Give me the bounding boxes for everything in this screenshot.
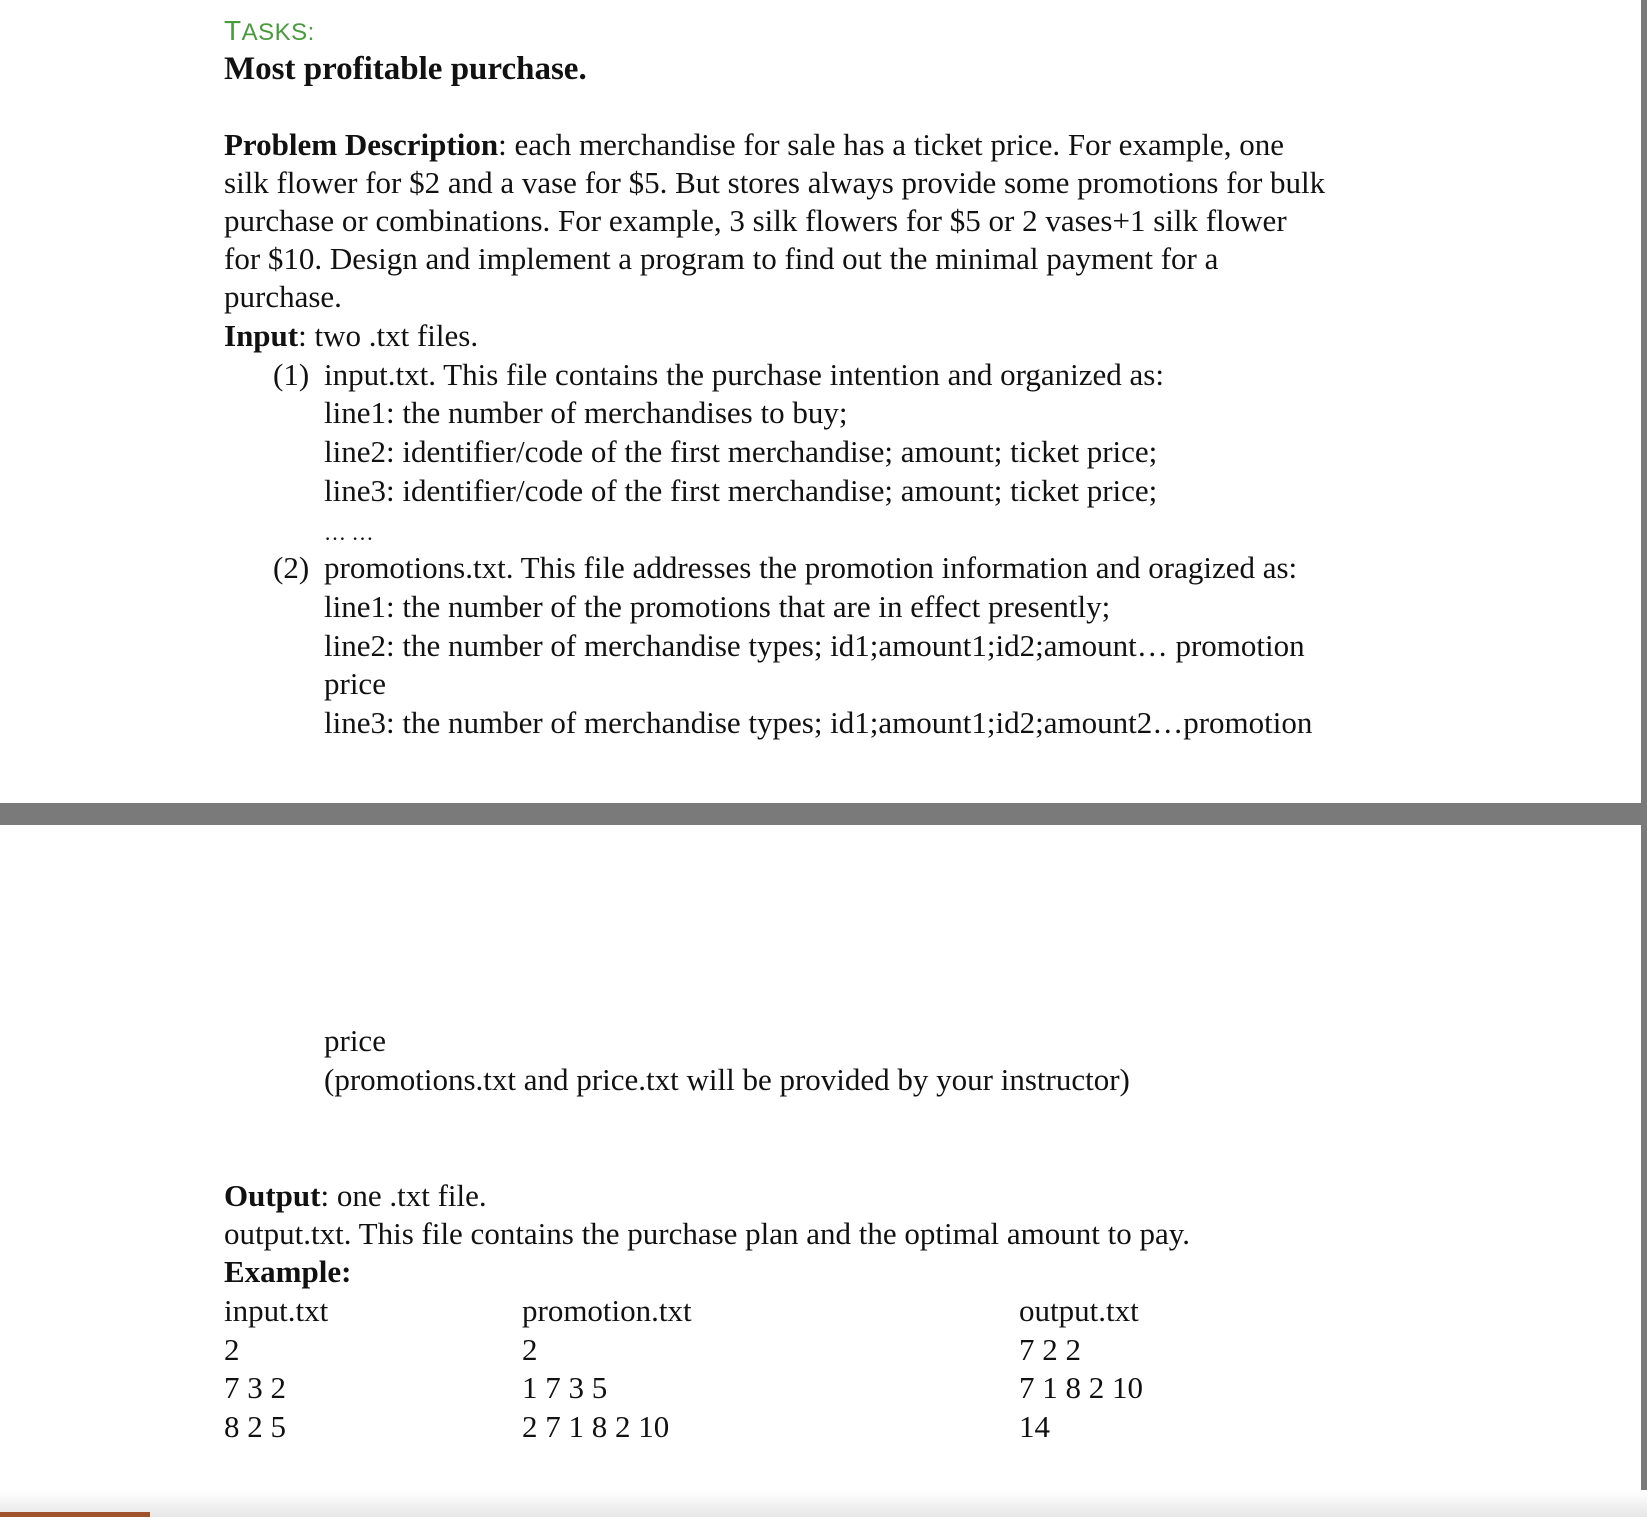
example-input-line: 2 xyxy=(224,1331,240,1367)
taskbar-accent xyxy=(0,1512,150,1517)
example-output-line: 7 1 8 2 10 xyxy=(1019,1370,1143,1405)
item-2-text: promotions.txt. This file addresses the promotion information and oragized as: xyxy=(324,550,1298,585)
item-1-line-3: line3: identifier/code of the first merchandise; amount; ticket price; xyxy=(324,473,1158,508)
description-line-5: purchase. xyxy=(224,279,342,314)
item-2-line-1: line1: the number of the promotions that are in effect presently; xyxy=(324,589,1111,624)
example-output-line: 7 2 2 xyxy=(1019,1331,1081,1367)
example-heading: Example: xyxy=(224,1254,352,1289)
item-1-number: (1) xyxy=(273,357,310,392)
example-promotion-line: 1 7 3 5 xyxy=(522,1370,608,1405)
item-2-line-2: line2: the number of merchandise types; id1;amount1;id2;amount… promotion xyxy=(324,628,1305,663)
description-line-2: silk flower for $2 and a vase for $5. But stores always provide some promotions for bulk xyxy=(224,165,1326,200)
example-promotion-column xyxy=(522,1292,692,1446)
item-2-number: (2) xyxy=(273,550,310,585)
page-separator xyxy=(0,803,1647,825)
item-1-text: input.txt. This file contains the purchase intention and organized as: xyxy=(324,357,1164,392)
item-1-line-2: line2: identifier/code of the first merchandise; amount; ticket price; xyxy=(324,434,1158,469)
input-heading: Input: two .txt files. xyxy=(224,318,479,353)
example-promotion-line: 2 xyxy=(522,1331,538,1367)
example-promotion-title: promotion.txt xyxy=(522,1293,692,1328)
output-heading: Output: one .txt file. xyxy=(224,1178,487,1213)
item-2-line-3: price xyxy=(324,666,386,701)
tasks-heading: TASKS: xyxy=(224,15,315,46)
example-input-title: input.txt xyxy=(224,1293,329,1328)
description-line-4: for $10. Design and implement a program to find out the minimal payment for a xyxy=(224,241,1219,276)
example-promotion-line: 2 7 1 8 2 10 xyxy=(522,1408,670,1444)
example-output-column xyxy=(1019,1292,1143,1446)
item-2-line-4: line3: the number of merchandise types; id1;amount1;id2;amount2…promotion xyxy=(324,705,1313,740)
continued-line-2: (promotions.txt and price.txt will be provided by your instructor) xyxy=(324,1062,1130,1097)
page-title: Most profitable purchase. xyxy=(224,51,587,87)
description-line-1: Problem Description: each merchandise for sale has a ticket price. For example, one xyxy=(224,127,1284,162)
example-output-line: 14 xyxy=(1019,1408,1050,1444)
continued-line-1: price xyxy=(324,1023,386,1058)
description-line-3: purchase or combinations. For example, 3 silk flowers for $5 or 2 vases+1 silk flower xyxy=(224,203,1287,238)
example-input-line: 8 2 5 xyxy=(224,1408,286,1444)
output-description: output.txt. This file contains the purchase plan and the optimal amount to pay. xyxy=(224,1216,1190,1251)
example-input-line: 7 3 2 xyxy=(224,1370,286,1405)
example-input-column xyxy=(224,1292,328,1446)
example-output-title: output.txt xyxy=(1019,1293,1139,1328)
item-1-line-1: line1: the number of merchandises to buy; xyxy=(324,395,848,430)
window-bottom-edge xyxy=(0,1490,1647,1517)
item-1-ellipsis: … … xyxy=(324,520,374,545)
